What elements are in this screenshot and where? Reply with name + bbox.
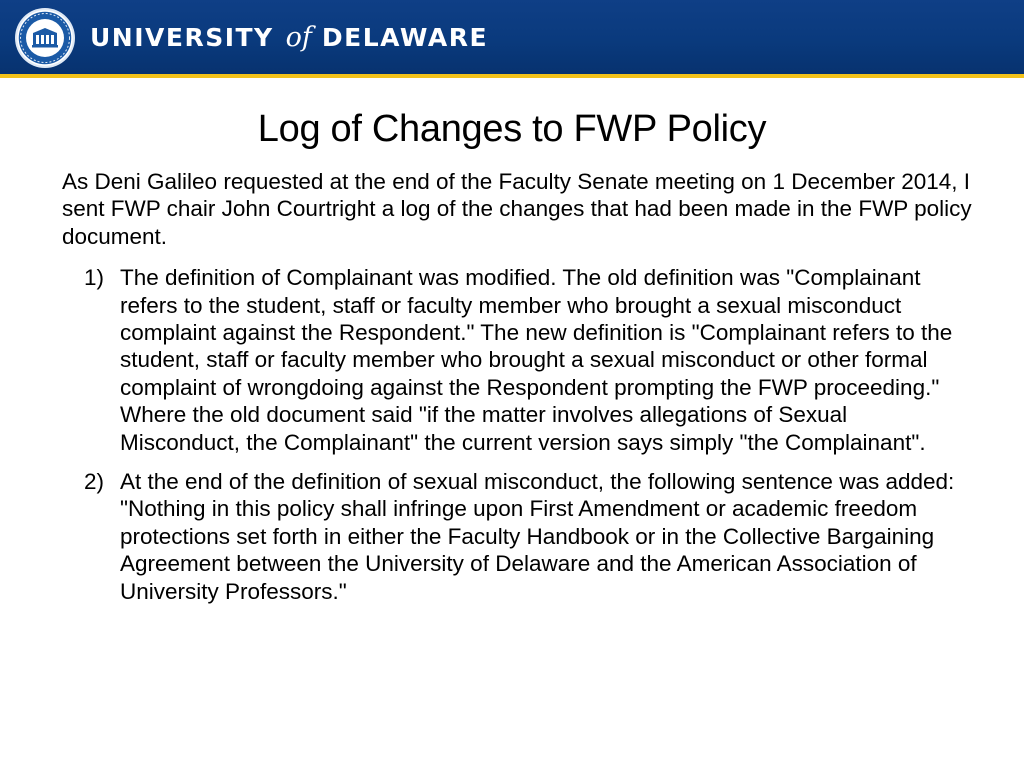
slide-body [62, 168, 972, 617]
wordmark-delaware: DELAWARE [321, 23, 489, 52]
university-wordmark [90, 16, 488, 60]
list-number [62, 264, 120, 456]
header-accent-stripe [0, 74, 1024, 78]
wordmark-of: of [285, 22, 312, 53]
list-number [62, 468, 120, 605]
intro-paragraph: As Deni Galileo requested at the end of the Faculty Senate meeting on 1 December 2014, I sent FWP chair John Courtright a log of the changes that had been made in the FWP policy document. [62, 169, 972, 249]
university-seal-icon [14, 7, 76, 69]
list-item [62, 468, 972, 605]
list-number-label: 1) [84, 265, 105, 291]
header-banner [0, 0, 1024, 74]
list-item-text: The definition of Complainant was modified. The old definition was "Complainant refers to the student, staff or faculty member who brought a sexual misconduct complaint against the Respondent." The new definition is "Complainant refers to the student, staff or faculty member who brought a sexual misconduct or other formal complaint of wrongdoing against the Respondent prompting the FWP proceeding." Where the old document said "if the matter involves allegations of Sexual Misconduct, the Complainant" the current version says simply "the Complainant". [120, 265, 953, 455]
list-item-text: At the end of the definition of sexual misconduct, the following sentence was added: "Nothing in this policy shall infringe upon First Amendment or academic freedom protections set forth in either the Faculty Handbook or in the Collective Bargaining Agreement between the University of Delaware and the American Association of University Professors." [120, 469, 955, 604]
list-item [62, 264, 972, 456]
list-number-label: 2) [84, 469, 105, 495]
wordmark-university: UNIVERSITY [90, 23, 274, 52]
slide-title: Log of Changes to FWP Policy [257, 108, 767, 150]
